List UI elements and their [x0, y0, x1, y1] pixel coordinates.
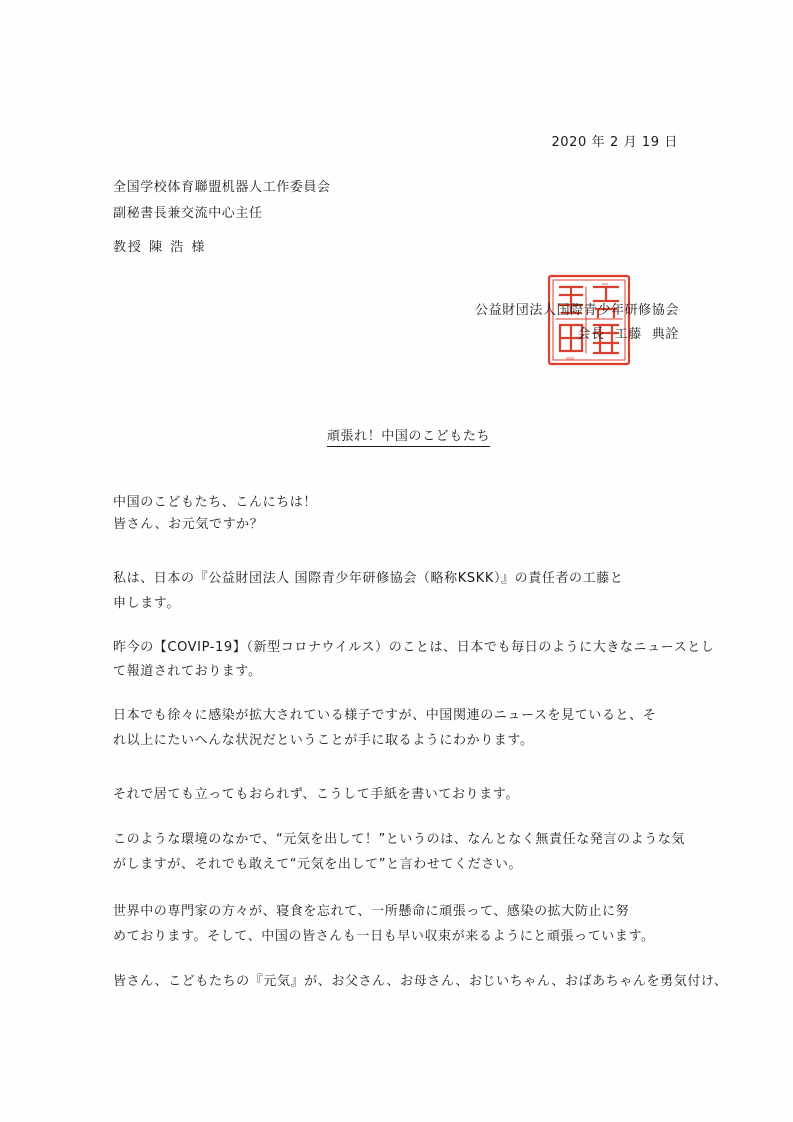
recipient-name: 教授 陳 浩 様 [113, 240, 207, 255]
sender-given-name: 典詮 [651, 327, 679, 342]
body-line: 皆さん、こどもたちの『元気』が、お父さん、お母さん、おじいちゃん、おばあちゃんを勇気付け、 [113, 974, 728, 989]
recipient-organization: 全国学校体育聯盟机器人工作委員会 [113, 180, 331, 195]
body-line: 日本でも徐々に感染が拡大されている様子ですが、中国関連のニュースを見ていると、そ [113, 708, 657, 723]
sender-signature-line [577, 327, 679, 343]
body-line: 世界中の専門家の方々が、寝食を忘れて、一所懸命に頑張って、感染の拡大防止に努 [113, 904, 630, 919]
sender-surname: 工藤 [614, 327, 642, 342]
seal-stamp-icon [546, 273, 632, 367]
body-line: このような環境のなかで、“元気を出して！”というのは、なんとなく無責任な発言のような気 [113, 832, 686, 847]
sender-organization: 公益財団法人国際青少年研修協会 [474, 303, 679, 318]
body-line: 皆さん、お元気ですか？ [113, 517, 264, 532]
letter-date: 2020 年 2 月 19 日 [551, 135, 678, 150]
body-line: がしますが、それでも敢えて“元気を出して”と言わせてください。 [113, 857, 523, 872]
letter-title-row [0, 429, 793, 445]
body-line: れ以上にたいへんな状況だということが手に取るようにわかります。 [113, 733, 534, 748]
body-line: めております。そして、中国の皆さんも一日も早い収束が来るようにと頑張っています。 [113, 929, 655, 944]
sender-title: 会長 [577, 327, 605, 342]
body-line: それで居ても立ってもおられず、こうして手紙を書いております。 [113, 787, 519, 802]
body-line: 昨今の【COVIP-19】（新型コロナウイルス）のことは、日本でも毎日のように大きなニュースとし [113, 640, 715, 655]
body-line: て報道されております。 [113, 664, 262, 679]
recipient-position: 副秘書長兼交流中心主任 [113, 206, 263, 221]
body-line: 中国のこどもたち、こんにちは！ [113, 495, 318, 510]
body-line: 申します。 [113, 596, 180, 611]
letter-title: 頑張れ！中国のこどもたち [327, 429, 490, 447]
body-line: 私は、日本の『公益財団法人 国際青少年研修協会（略称KSKK）』の責任者の工藤と [113, 571, 624, 586]
